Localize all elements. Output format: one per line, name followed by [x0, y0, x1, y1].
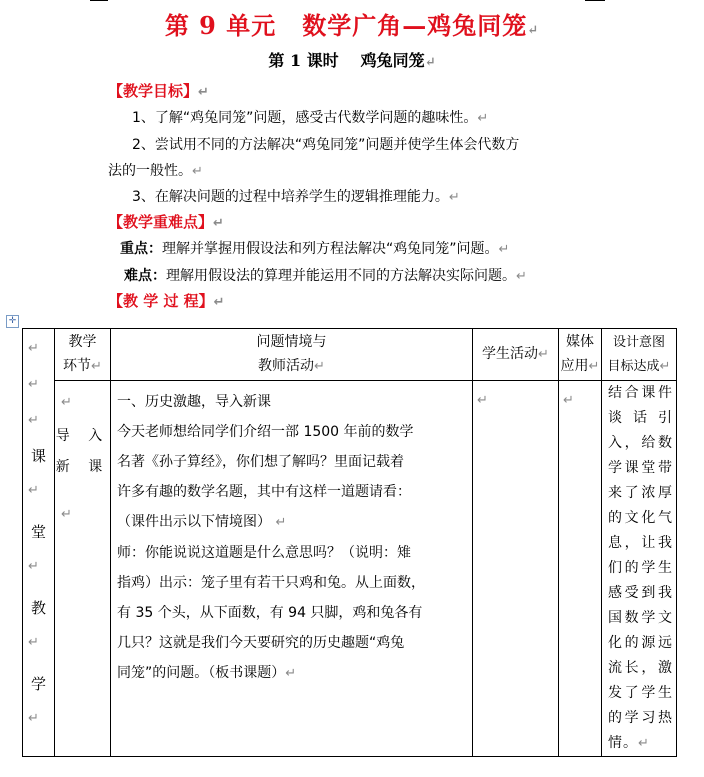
lesson-process-table: [22, 328, 677, 757]
header-rule-right: [585, 0, 605, 1]
page-title: 第 9 单元 数学广角—鸡兔同笼↵: [164, 11, 540, 40]
side-char: 堂: [31, 523, 47, 541]
header-design: 设计意图 目标达成↵: [602, 329, 677, 381]
activity-line: （课件出示以下情境图） ↵: [117, 514, 287, 530]
difficulty-line: 难点：理解用假设法的算理并能运用不同的方法解决实际问题。↵: [124, 268, 527, 284]
activity-line: 师：你能说说这道题是什么意思吗？（说明：雉: [117, 545, 411, 561]
objectives-heading: 【教学目标】↵: [108, 82, 209, 100]
activity-line: 几只？这就是我们今天要研究的历史趣题“鸡兔: [117, 635, 405, 651]
process-heading: 【教 学 过 程】↵: [108, 292, 225, 310]
stage-line: 导 入: [55, 428, 110, 444]
table-header-row: [23, 329, 677, 381]
subtitle-topic: 鸡兔同笼: [360, 51, 425, 70]
side-label-cell: ↵ ↵ ↵ 课 ↵ 堂 ↵ 教 ↵ 学 ↵: [23, 329, 55, 757]
difficulty-text: 理解用假设法的算理并能运用不同的方法解决实际问题。: [166, 268, 516, 284]
activity-line: 许多有趣的数学名题，其中有这样一道题请看：: [117, 484, 411, 500]
design-intent-cell: 结合课件谈话引入，给数学课堂带来了浓厚的文化气息，让我们的学生感受到我国数学文化的源远流长，激发了学生的学习热情。↵: [602, 381, 677, 757]
media-cell: ↵: [559, 381, 602, 757]
student-activity-cell: ↵: [473, 381, 559, 757]
activity-line: 有 35 个头，从下面数，有 94 只脚，鸡和兔各有: [117, 605, 423, 621]
focus-text: 理解并掌握用假设法和列方程法解决“鸡兔同笼”问题。: [162, 241, 499, 257]
header-media: 媒体 应用↵: [559, 329, 602, 381]
difficulty-label: 难点：: [124, 268, 166, 284]
side-char: 教: [31, 599, 47, 617]
header-stage: 教学 环节↵: [55, 329, 111, 381]
focus-line: 重点：理解并掌握用假设法和列方程法解决“鸡兔同笼”问题。↵: [120, 241, 510, 257]
title-topic: 数学广角—鸡兔同笼: [302, 11, 528, 40]
table-move-handle-icon[interactable]: ✛: [6, 315, 19, 328]
stage-line: 新 课: [55, 459, 110, 475]
header-student: 学生活动↵: [473, 329, 559, 381]
activity-line: 指鸡）出示：笼子里有若干只鸡和兔。从上面数，: [117, 575, 425, 591]
activity-line: 名著《孙子算经》，你们想了解吗？里面记载着: [117, 454, 404, 470]
objective-item: 3、在解决问题的过程中培养学生的逻辑推理能力。↵: [132, 189, 460, 205]
key-points-heading: 【教学重难点】↵: [108, 213, 224, 231]
activity-line: 同笼”的问题。（板书课题）↵: [117, 665, 297, 681]
side-char: 课: [31, 447, 47, 465]
activity-cell: [111, 381, 473, 757]
title-unit: 第 9 单元: [164, 11, 277, 40]
header-rule-left: [90, 0, 108, 1]
activity-line: 今天老师想给同学们介绍一部 1500 年前的数学: [117, 424, 414, 440]
table-body-row: [23, 381, 677, 757]
activity-line: 一、历史激趣，导入新课: [117, 394, 271, 410]
subtitle-lesson: 第 1 课时: [268, 51, 339, 70]
focus-label: 重点：: [120, 241, 162, 257]
header-activity: 问题情境与 教师活动↵: [111, 329, 473, 381]
side-char: 学: [31, 675, 47, 693]
objective-item: 2、尝试用不同的方法解决“鸡兔同笼”问题并使学生体会代数方: [132, 137, 520, 153]
objective-item: 法的一般性。↵: [108, 163, 203, 179]
lesson-subtitle: 第 1 课时 鸡兔同笼↵: [268, 51, 436, 70]
objective-item: 1、了解“鸡兔同笼”问题，感受古代数学问题的趣味性。↵: [132, 110, 489, 126]
stage-cell: ↵ 导 入 新 课 ↵: [55, 381, 111, 757]
design-text: 结合课件谈话引入，给数学课堂带来了浓厚的文化气息，让我们的学生感受到我国数学文化的源远流长，激发了学生的学习热情。: [608, 385, 673, 751]
